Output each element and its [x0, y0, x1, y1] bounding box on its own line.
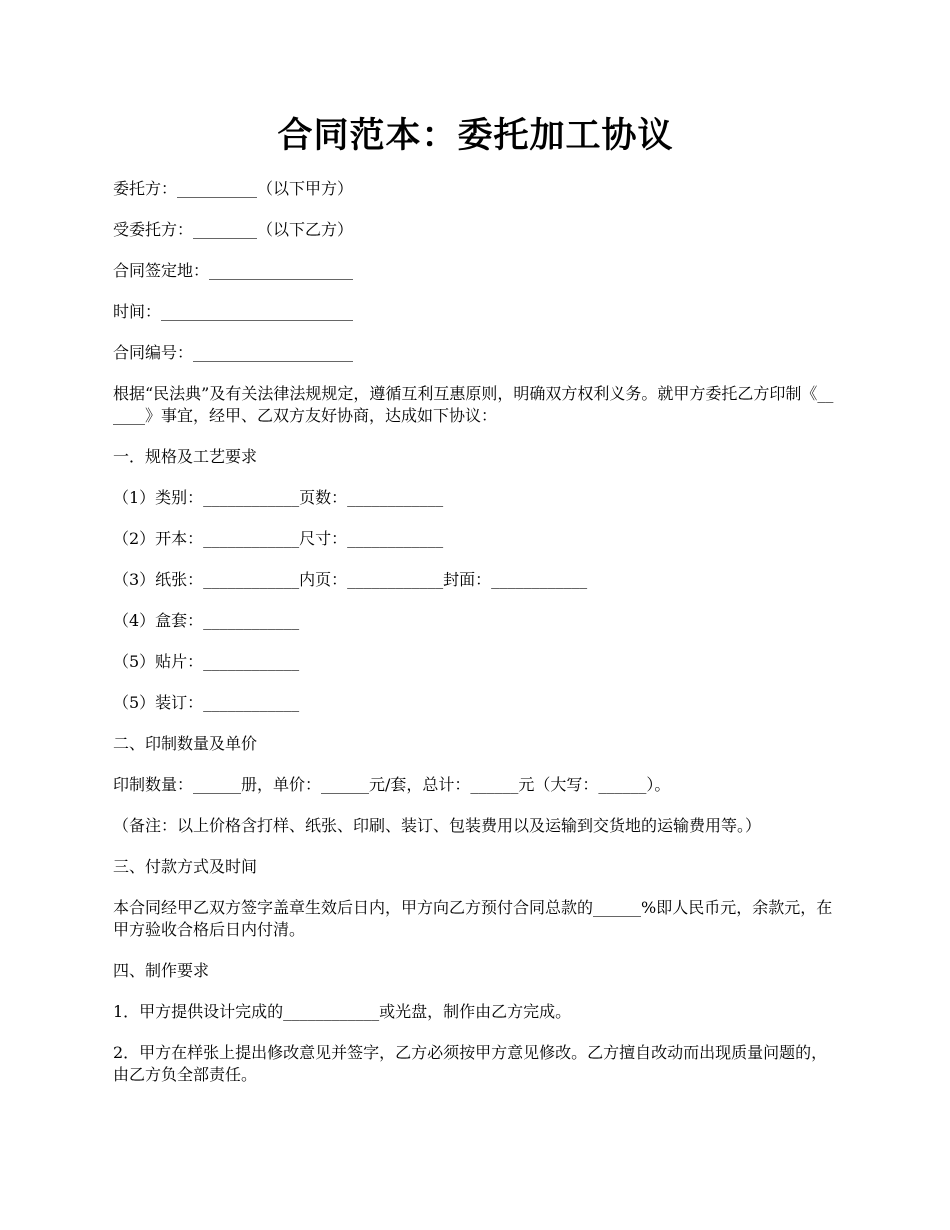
spec-item-box: （4）盒套：____________	[113, 611, 300, 630]
contractor-line: 受委托方：________（以下乙方）	[113, 220, 354, 239]
section-heading-specs: 一．规格及工艺要求	[113, 447, 258, 466]
production-item-2: 2．甲方在样张上提出修改意见并签字，乙方必须按甲方意见修改。乙方擅自改动而出现质量问题的，由乙方负全部责任。	[113, 1043, 828, 1084]
client-line: 委托方：__________（以下甲方）	[113, 179, 354, 198]
spec-item-format: （2）开本：____________尺寸：____________	[113, 529, 444, 548]
spec-item-binding: （5）装订：____________	[113, 693, 300, 712]
spec-item-sticker: （5）贴片：____________	[113, 652, 300, 671]
date-line: 时间：________________________	[113, 302, 354, 321]
section-heading-quantity: 二、印制数量及单价	[113, 734, 258, 753]
preamble-paragraph: 根据“民法典”及有关法律法规规定，遵循互利互惠原则，明确双方权利义务。就甲方委托乙方印制《______》事宜，经甲、乙双方友好协商，达成如下协议：	[113, 384, 834, 425]
section-heading-production: 四、制作要求	[113, 961, 210, 980]
payment-paragraph: 本合同经甲乙双方签字盖章生效后日内，甲方向乙方预付合同总款的______%即人民币元，余款元，在甲方验收合格后日内付清。	[113, 898, 833, 939]
contract-number-line: 合同编号：____________________	[113, 343, 354, 362]
quantity-price-line: 印制数量：______册，单价：______元/套，总计：______元（大写：______）。	[113, 775, 671, 794]
spec-item-category: （1）类别：____________页数：____________	[113, 488, 444, 507]
signing-place-line: 合同签定地：__________________	[113, 261, 354, 280]
page-title: 合同范本：委托加工协议	[277, 115, 674, 156]
production-item-1: 1．甲方提供设计完成的____________或光盘，制作由乙方完成。	[113, 1002, 572, 1021]
section-heading-payment: 三、付款方式及时间	[113, 857, 258, 876]
spec-item-paper: （3）纸张：____________内页：____________封面：____________	[113, 570, 588, 589]
price-note-paragraph: （备注：以上价格含打样、纸张、印刷、装订、包装费用以及运输到交货地的运输费用等。）	[113, 816, 762, 835]
